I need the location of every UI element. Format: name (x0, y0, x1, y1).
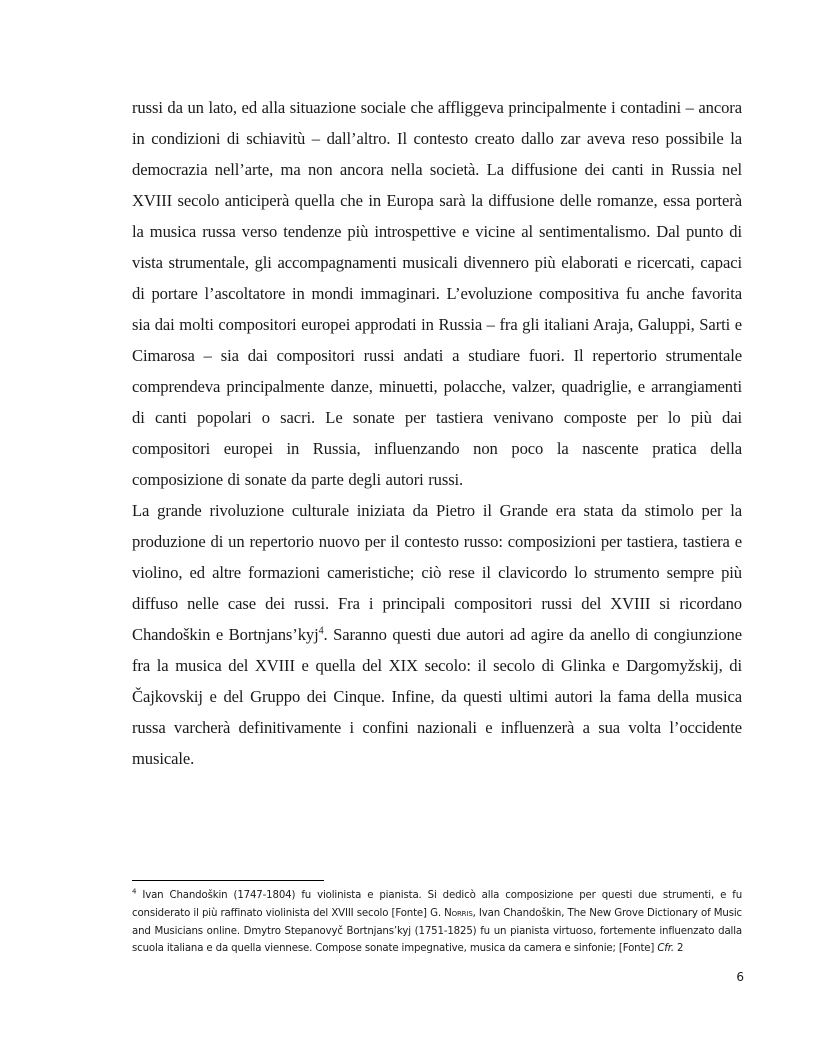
paragraph-2-text-a: La grande rivoluzione culturale iniziata da Pietro il Grande era stata da stimolo per la produzione di un repertorio nuovo per il contesto russo: composizioni per tastiera, tastiera e violino, ed altre formazioni cameristiche; ciò rese il clavicordo lo strumento sempre più diffuso nelle case dei russi. Fra i principali compositori russi del XVIII si ricordano Chandoškin e Bortnjans’kyj (132, 501, 742, 644)
footnote-cfr: Cfr. (657, 943, 674, 955)
footnotes (132, 887, 742, 958)
page-number: 6 (736, 970, 744, 984)
paragraph-2-text-b: . Saranno questi due autori ad agire da anello di congiunzione fra la musica del XVIII e quella del XIX secolo: il secolo di Glinka e Dargomyžskij, di Čajkovskij e del Gruppo dei Cinque. Infine, da questi ultimi autori la fama della musica russa varcherà definitivamente i confini nazionali e influenzerà a sua volta l’occidente musicale. (132, 625, 742, 768)
footnote-text-1: Ivan Chandoškin (1747-1804) fu violinista e pianista. Si dedicò alla composizione per questi due strumenti, e fu considerato il più raffinato violinista del XVIII secolo [Fonte] G. (132, 890, 742, 919)
body-text (132, 92, 742, 774)
footnote-text-3: 2 (673, 943, 684, 955)
footnote-4 (132, 887, 742, 958)
footnote-text-2: , Ivan Chandoškin, The New Grove Dictionary of Music and Musicians online. Dmytro Stepanovyč Bortnjans’kyj (1751-1825) fu un pianista virtuoso, fortemente influenzato dalla scuola italiana e da quella viennese. Compose sonate impegnative, musica da camera e sinfonie; [Fonte] (132, 907, 742, 955)
footnote-number: 4 (132, 887, 137, 896)
footnote-reference[interactable]: 4 (318, 625, 324, 637)
paragraph-2 (132, 495, 742, 774)
footnote-author: Norris (444, 907, 473, 919)
footnote-separator (132, 880, 324, 881)
paragraph-1: russi da un lato, ed alla situazione sociale che affliggeva principalmente i contadini – ancora in condizioni di schiavitù – dall’altro. Il contesto creato dallo zar aveva reso possibile la democrazia nell’arte, ma non ancora nella società. La diffusione dei canti in Russia nel XVIII secolo anticiperà quella che in Europa sarà la diffusione delle romanze, essa porterà la musica russa verso tendenze più introspettive e vicine al sentimentalismo. Dal punto di vista strumentale, gli accompagnamenti musicali divennero più elaborati e ricercati, capaci di portare l’ascoltatore in mondi immaginari. L’evoluzione compositiva fu anche favorita sia dai molti compositori europei approdati in Russia – fra gli italiani Araja, Galuppi, Sarti e Cimarosa – sia dai compositori russi andati a studiare fuori. Il repertorio strumentale comprendeva principalmente danze, minuetti, polacche, valzer, quadriglie, e arrangiamenti di canti popolari o sacri. Le sonate per tastiera venivano composte per lo più dai compositori europei in Russia, influenzando non poco la nascente pratica della composizione di sonate da parte degli autori russi. (132, 98, 742, 489)
